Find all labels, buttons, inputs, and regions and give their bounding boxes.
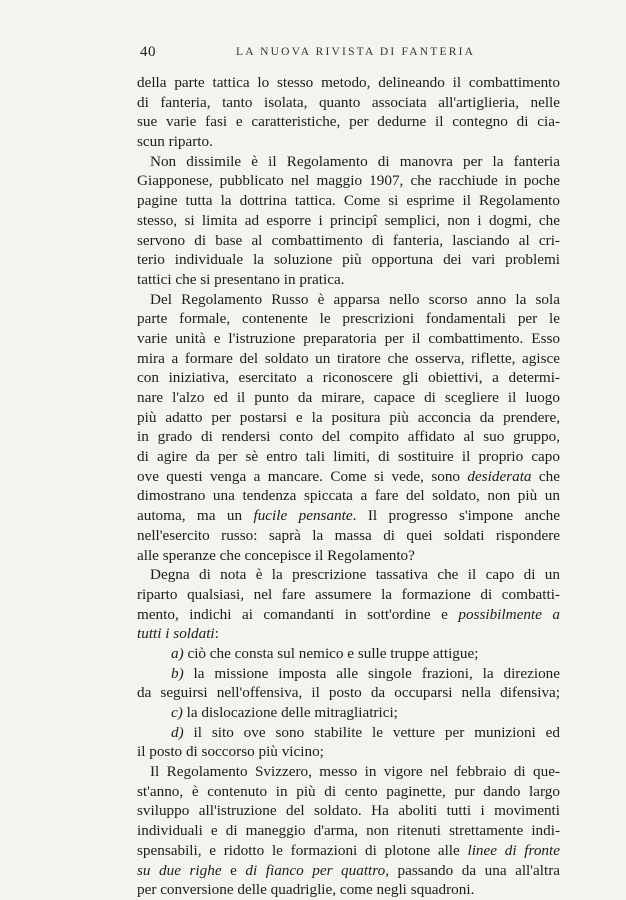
body-text	[137, 73, 560, 900]
text-segment: pagine tutta la dottrina tattica. Come si esprime il Regolamento	[137, 192, 560, 210]
italic-text: desiderata	[467, 467, 532, 485]
text-line	[137, 467, 560, 487]
text-segment: riparto qualsiasi, nel fare assumere la formazione di combatti-	[137, 585, 560, 603]
text-line	[137, 309, 560, 329]
text-segment: mento, indichi ai comandanti in sott'ordine e	[137, 605, 459, 623]
page-header	[140, 44, 560, 64]
italic-text: possibilmente a	[458, 605, 560, 623]
italic-text: a)	[171, 644, 184, 662]
text-segment: Non dissimile è il Regolamento di manovra per la fanteria	[150, 152, 560, 170]
text-segment: con iniziativa, esercitato a riconoscere gli obiettivi, a determi-	[137, 369, 560, 387]
text-line	[137, 447, 560, 467]
text-line	[137, 427, 560, 447]
text-segment: il posto di soccorso più vicino;	[137, 743, 324, 761]
text-line	[137, 290, 560, 310]
text-line	[137, 782, 560, 802]
text-line	[137, 624, 560, 644]
text-line	[137, 152, 560, 172]
text-segment: scun riparto.	[137, 133, 213, 151]
text-line	[137, 368, 560, 388]
text-segment: sue varie fasi e caratteristiche, per dedurne il contegno di cia-	[137, 113, 560, 131]
italic-text: fucile pensante	[253, 507, 353, 525]
text-segment: individuali e di maneggio d'arma, non ritenuti strettamente indi-	[137, 822, 560, 840]
text-line	[137, 801, 560, 821]
text-segment: tattici che si presentano in pratica.	[137, 270, 345, 288]
text-segment: ove questi venga a mancare. Come si vede, sono	[137, 467, 468, 485]
text-segment: st'anno, è contenuto in più di cento paginette, pur dando largo	[137, 782, 560, 800]
text-line	[137, 742, 560, 762]
text-line	[137, 723, 560, 743]
text-segment: della parte tattica lo stesso metodo, delineando il combattimento	[137, 74, 560, 91]
text-line	[137, 171, 560, 191]
text-segment: Il Regolamento Svizzero, messo in vigore nel febbraio di que-	[150, 763, 560, 781]
text-segment: , passando da una all'altra	[385, 861, 560, 879]
italic-text: d)	[171, 723, 184, 741]
text-segment: dimostrano una tendenza spiccata a fare del soldato, non più un	[137, 487, 560, 505]
italic-text: linee di fronte	[467, 841, 560, 859]
text-segment: per conversione delle quadriglie, come negli squadroni.	[137, 881, 475, 899]
text-segment: terio individuale la soluzione più opportuna dei vari problemi	[137, 251, 560, 269]
text-line	[137, 644, 560, 664]
text-line	[137, 703, 560, 723]
text-segment: . Il progresso s'impone anche	[352, 507, 560, 525]
italic-text: c)	[171, 704, 183, 721]
text-segment: Degna di nota è la prescrizione tassativa che il capo di un	[150, 566, 560, 584]
text-segment: la dislocazione delle mitragliatrici;	[182, 704, 398, 721]
text-line	[137, 132, 560, 152]
text-line	[137, 112, 560, 132]
text-segment: mira a formare del soldato un tiratore che osserva, riflette, agisce	[137, 349, 560, 367]
text-segment: di fanteria, tanto isolata, quanto associata all'artiglieria, nelle	[137, 93, 560, 111]
text-segment: da seguirsi nell'offensiva, il posto da occuparsi nella difensiva;	[137, 684, 560, 702]
text-segment: più adatto per postarsi e la positura più acconcia da prendere,	[137, 408, 560, 426]
text-line	[137, 683, 560, 703]
text-line	[137, 762, 560, 782]
text-line	[137, 211, 560, 231]
text-segment: sviluppo all'istruzione del soldato. Ha aboliti tutti i movimenti	[137, 802, 560, 820]
text-segment: Giapponese, pubblicato nel maggio 1907, che racchiude in poche	[137, 172, 560, 190]
text-line	[137, 605, 560, 625]
text-line	[137, 821, 560, 841]
text-line	[137, 329, 560, 349]
text-segment: di agire da per sè entro tali limiti, di sostituire il proprio capo	[137, 448, 560, 466]
text-line	[137, 486, 560, 506]
text-line	[137, 664, 560, 684]
text-segment: Del Regolamento Russo è apparsa nello scorso anno la sola	[150, 290, 560, 308]
text-line	[137, 546, 560, 566]
text-line	[137, 349, 560, 369]
text-segment: che	[531, 467, 560, 485]
text-segment: nell'esercito russo: saprà la massa di quei soldati rispondere	[137, 526, 560, 544]
running-title: LA NUOVA RIVISTA DI FANTERIA	[236, 46, 476, 58]
text-line	[137, 231, 560, 251]
text-segment: automa, ma un	[137, 507, 254, 525]
text-segment: spensabili, e ridotto le formazioni di plotone alle	[137, 841, 468, 859]
italic-text: tutti i soldati	[137, 625, 215, 643]
text-segment: in grado di rendersi conto del compito affidato al suo gruppo,	[137, 428, 560, 446]
text-line	[137, 861, 560, 881]
italic-text: su due righe	[137, 861, 222, 879]
text-line	[137, 585, 560, 605]
text-line	[137, 408, 560, 428]
italic-text: b)	[171, 664, 184, 682]
text-line	[137, 841, 560, 861]
text-line	[137, 73, 560, 93]
text-line	[137, 270, 560, 290]
text-segment: e	[221, 861, 246, 879]
text-segment: alle speranze che concepisce il Regolamento?	[137, 546, 415, 564]
text-segment: varie unità e l'istruzione preparatoria per il combattimento. Esso	[137, 329, 560, 347]
text-line	[137, 506, 560, 526]
text-segment: la missione imposta alle singole frazioni, la direzione	[183, 664, 560, 682]
text-line	[137, 526, 560, 546]
text-segment: ciò che consta sul nemico e sulle truppe attigue;	[183, 644, 479, 662]
text-line	[137, 191, 560, 211]
text-line	[137, 93, 560, 113]
text-line	[137, 250, 560, 270]
page-number: 40	[140, 44, 156, 60]
text-line	[137, 388, 560, 408]
text-line	[137, 880, 560, 900]
text-segment: parte formale, contenente le prescrizioni fondamentali per le	[137, 310, 560, 328]
text-segment: il sito ove sono stabilite le vetture per munizioni ed	[183, 723, 560, 741]
text-segment: stesso, si limita ad esporre i principî semplici, non i dogmi, che	[137, 211, 560, 229]
italic-text: di fianco per quattro	[245, 861, 386, 879]
text-segment: :	[214, 625, 219, 643]
text-line	[137, 565, 560, 585]
text-segment: nare l'alzo ed il punto da mirare, capace di scegliere il luogo	[137, 389, 560, 406]
text-segment: servono di base al combattimento di fanteria, lasciando al cri-	[137, 231, 560, 249]
